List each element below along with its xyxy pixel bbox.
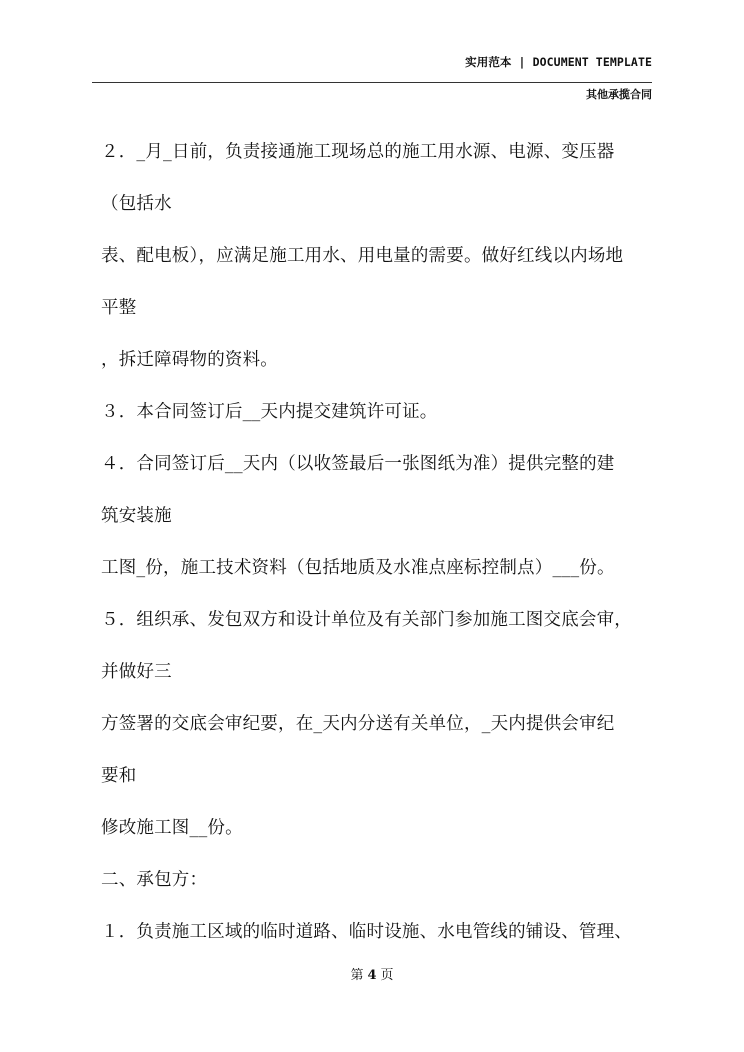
header-subtitle: 其他承揽合同: [586, 88, 652, 101]
footer-prefix: 第: [350, 968, 364, 983]
paragraph-line: 方签署的交底会审纪要，在_天内分送有关单位，_天内提供会审纪: [101, 714, 615, 734]
paragraph-line: 平整: [101, 298, 137, 318]
page-footer: [0, 964, 744, 983]
paragraph-line: 工图_份，施工技术资料（包括地质及水准点座标控制点）___份。: [101, 558, 615, 578]
paragraph-line: ２．_月_日前，负责接通施工现场总的施工用水源、电源、变压器: [101, 142, 615, 162]
paragraph-line: 要和: [101, 766, 137, 786]
header-divider: [92, 82, 652, 83]
paragraph-line: ５．组织承、发包双方和设计单位及有关部门参加施工图交底会审，: [101, 610, 632, 630]
paragraph-line: ３．本合同签订后__天内提交建筑许可证。: [101, 402, 438, 422]
page-number: 4: [367, 968, 377, 983]
paragraph-line: １．负责施工区域的临时道路、临时设施、水电管线的铺设、管理、: [101, 922, 632, 942]
paragraph-line: 并做好三: [101, 662, 172, 682]
paragraph-line: ，拆迁障碍物的资料。: [101, 350, 278, 370]
paragraph-line: （包括水: [101, 194, 172, 214]
paragraph-line: 修改施工图__份。: [101, 818, 243, 838]
paragraph-line: 筑安装施: [101, 506, 172, 526]
section-heading: 二、承包方：: [101, 870, 208, 890]
paragraph-line: ４．合同签订后__天内（以收签最后一张图纸为准）提供完整的建: [101, 454, 615, 474]
header-title: 实用范本 | DOCUMENT TEMPLATE: [465, 55, 652, 69]
paragraph-line: 表、配电板），应满足施工用水、用电量的需要。做好红线以内场地: [101, 246, 624, 266]
footer-suffix: 页: [380, 968, 394, 983]
